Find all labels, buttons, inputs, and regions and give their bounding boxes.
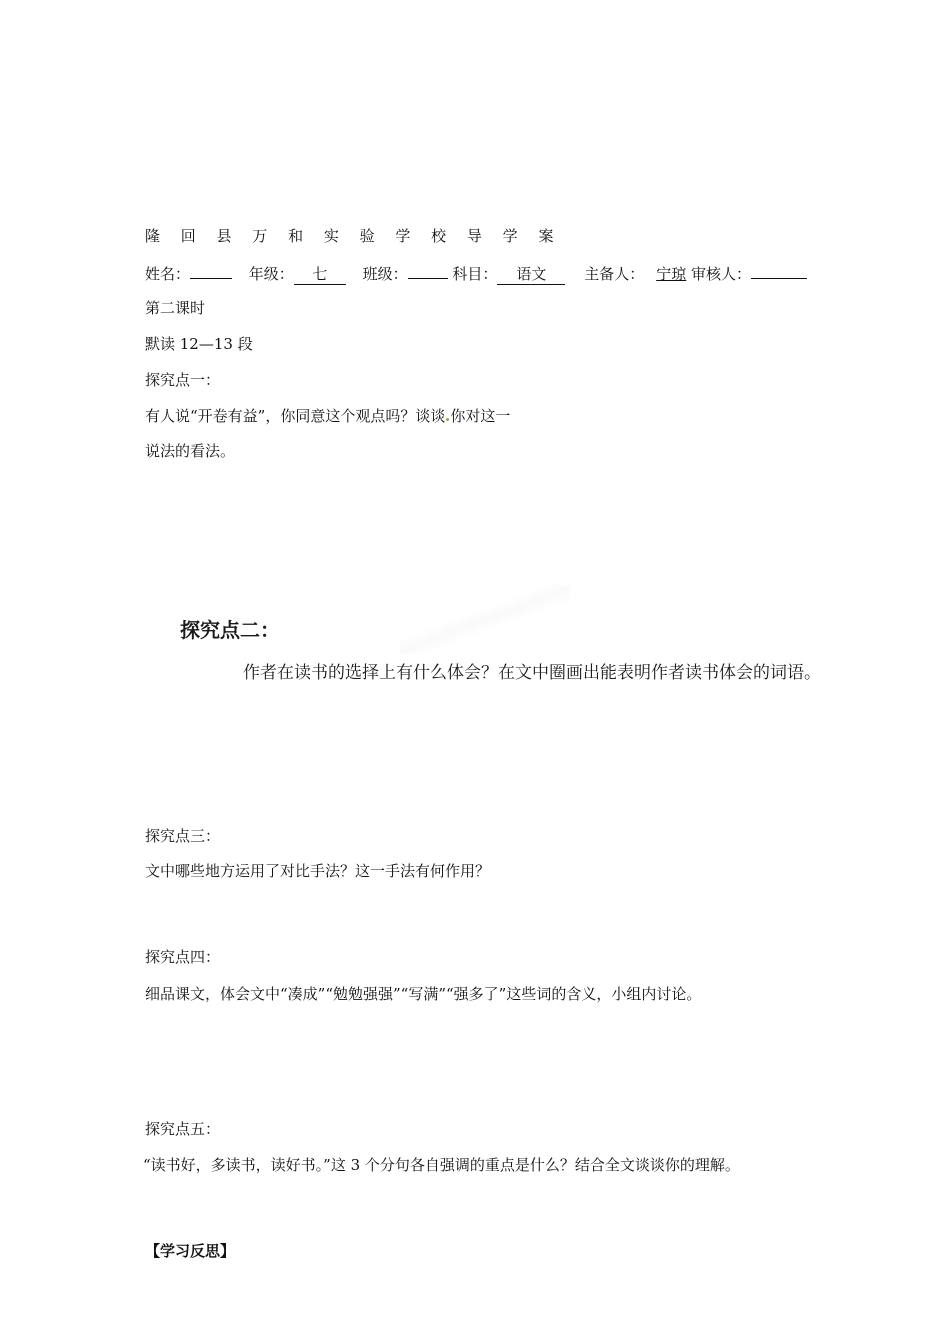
class-label: 班级： [362,265,408,283]
school-title: 隆 回 县 万 和 实 验 学 校 导 学 案 [145,227,562,245]
name-blank [190,262,232,279]
subject-value: 语文 [497,264,565,285]
point-1-text-line2: 说法的看法。 [145,442,236,460]
reviewer-blank [751,262,807,279]
point-5-text: “读书好，多读书，读好书。”这 3 个分句各自强调的重点是什么？结合全文谈谈你的理解。 [143,1156,740,1174]
point-1-text-b: 你对这一 [450,407,511,425]
info-row [145,262,807,285]
preparer-value: 宁琼 [656,265,687,283]
preparer-label: 主备人： [584,265,645,283]
point-1-title: 探究点一： [145,371,221,389]
point-4-title: 探究点四： [145,948,221,966]
point-2-title: 探究点二： [180,618,280,642]
point-3-text: 文中哪些地方运用了对比手法？这一手法有何作用？ [145,862,491,880]
point-5-title: 探究点五： [145,1120,221,1138]
name-label: 姓名： [145,265,191,283]
subject-label: 科目： [452,265,498,283]
point-3-title: 探究点三： [145,827,221,845]
grade-label: 年级： [248,265,294,283]
reflection-title: 【学习反思】 [145,1242,236,1260]
ink-dot-mark [446,418,449,421]
class-blank [408,262,448,279]
lesson-period: 第二课时 [145,299,206,317]
reading-instruction: 默读 12—13 段 [145,335,253,353]
point-1-text-a: 有人说“开卷有益”，你同意这个观点吗？谈谈 [145,407,446,425]
grade-value: 七 [294,264,346,285]
point-2-text: 作者在读书的选择上有什么体会？在文中圈画出能表明作者读书体会的词语。 [243,663,821,683]
point-4-text: 细品课文，体会文中“凑成”“勉勉强强”“写满”“强多了”这些词的含义，小组内讨论。 [145,985,702,1003]
reviewer-label: 审核人： [691,265,752,283]
scan-watermark [400,585,570,655]
point-1-text [145,406,510,426]
